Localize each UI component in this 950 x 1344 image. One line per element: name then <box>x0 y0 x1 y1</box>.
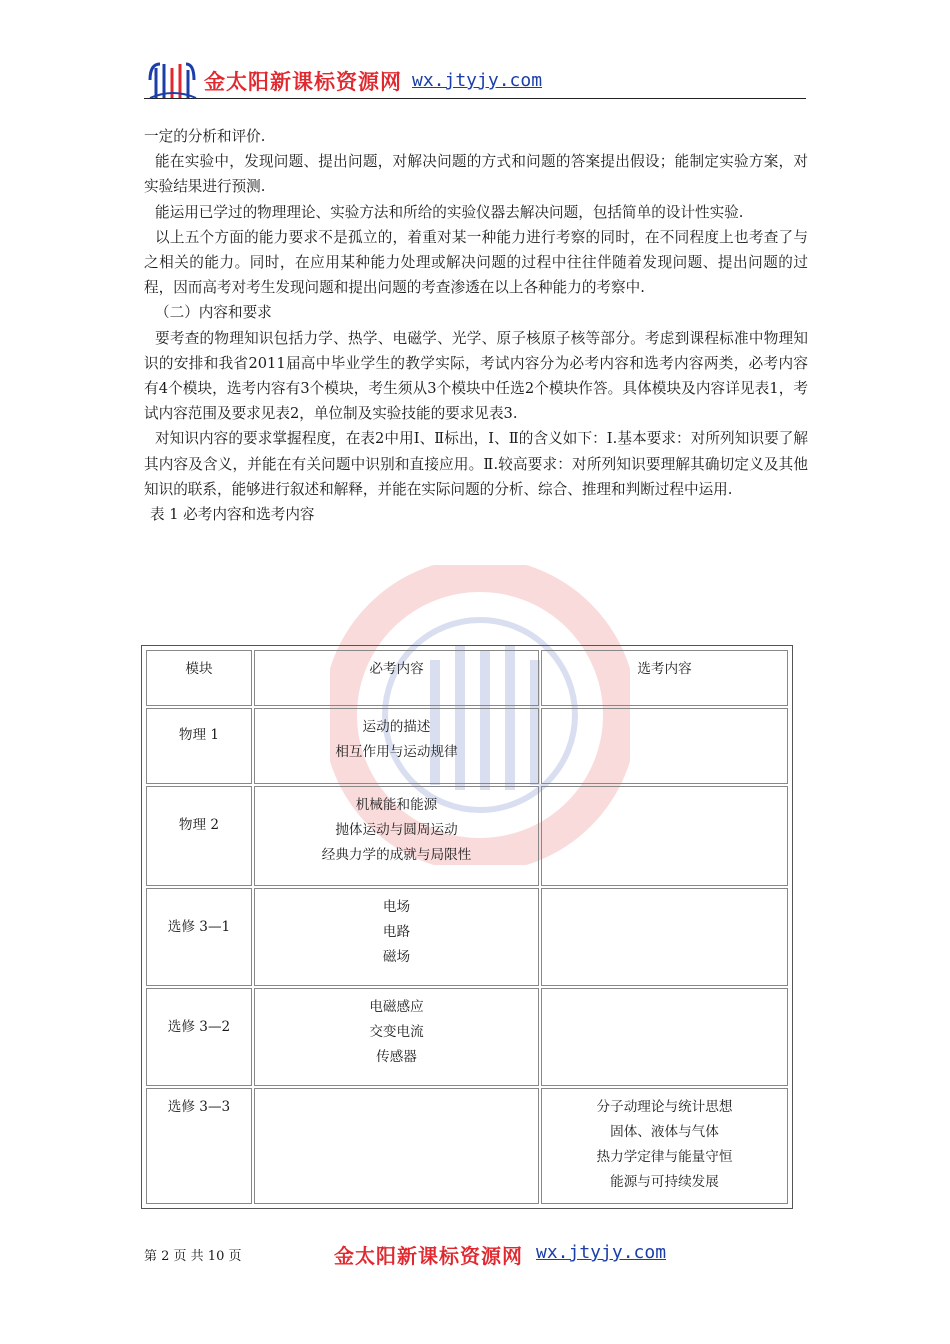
required-item: 电路 <box>382 924 411 940</box>
jty-logo-icon <box>146 58 200 102</box>
content-table <box>141 645 793 1209</box>
elective-cell <box>541 786 788 886</box>
footer-brand: 金太阳新课标资源网 <box>334 1244 523 1268</box>
table-row <box>146 888 788 986</box>
paragraph: 能运用已学过的物理理论、实验方法和所给的实验仪器去解决问题，包括简单的设计性实验. <box>155 203 744 221</box>
header-brand: 金太阳新课标资源网 <box>204 69 402 94</box>
module-cell <box>146 708 252 784</box>
table-header-cell: 必考内容 <box>254 650 539 706</box>
required-item: 抛体运动与圆周运动 <box>335 822 458 838</box>
module-cell <box>146 888 252 986</box>
table-header-cell: 模块 <box>146 650 252 706</box>
document-body <box>144 124 808 527</box>
elective-cell <box>541 708 788 784</box>
elective-cell <box>541 1088 788 1204</box>
required-cell <box>254 888 539 986</box>
table-row <box>146 988 788 1086</box>
required-cell <box>254 1088 539 1204</box>
table-row <box>146 1088 788 1204</box>
required-cell <box>254 708 539 784</box>
elective-cell <box>541 988 788 1086</box>
required-item: 电场 <box>382 899 411 915</box>
required-item: 电磁感应 <box>369 999 424 1015</box>
module-cell <box>146 988 252 1086</box>
elective-item: 分子动理论与统计思想 <box>596 1099 733 1115</box>
elective-cell <box>541 888 788 986</box>
section-heading: （二）内容和要求 <box>155 304 272 322</box>
header-url-link[interactable]: wx.jtyjy.com <box>412 70 543 91</box>
table-caption: 表 1 必考内容和选考内容 <box>150 506 315 524</box>
page-number: 第 2 页 共 10 页 <box>144 1249 242 1264</box>
paragraph: 以上五个方面的能力要求不是孤立的，着重对某一种能力进行考察的同时，在不同程度上也考查了与之相关的能力。同时，在应用某种能力处理或解决问题的过程中往往伴随着发现问题、提出问题的过程，因而高考对考生发现问题和提出问题的考查渗透在以上各种能力的考察中. <box>144 228 808 297</box>
table-header-row <box>146 650 788 706</box>
required-item: 运动的描述 <box>362 719 431 735</box>
elective-item: 固体、液体与气体 <box>610 1124 719 1140</box>
module-label: 选修 3—2 <box>167 1019 231 1035</box>
elective-item: 能源与可持续发展 <box>610 1174 719 1190</box>
page-footer <box>144 1240 806 1270</box>
required-item: 磁场 <box>382 949 411 965</box>
paragraph: 要考查的物理知识包括力学、热学、电磁学、光学、原子核原子核等部分。考虑到课程标准中物理知识的安排和我省2011届高中毕业学生的教学实际，考试内容分为必考内容和选考内容两类，必考内容有4个模块，选考内容有3个模块，考生须从3个模块中任选2个模块作答。具体模块及内容详见表1，考试内容范围及要求见表2，单位制及实验技能的要求见表3. <box>144 329 808 423</box>
required-cell <box>254 786 539 886</box>
page-header <box>144 58 806 99</box>
module-label: 选修 3—1 <box>167 919 231 935</box>
module-label: 选修 3—3 <box>167 1099 231 1115</box>
table-row <box>146 786 788 886</box>
table-header-cell: 选考内容 <box>541 650 788 706</box>
table-row <box>146 708 788 784</box>
required-item: 经典力学的成就与局限性 <box>321 847 472 863</box>
required-cell <box>254 988 539 1086</box>
footer-url-link[interactable]: wx.jtyjy.com <box>536 1242 667 1263</box>
module-cell <box>146 1088 252 1204</box>
elective-item: 热力学定律与能量守恒 <box>596 1149 733 1165</box>
paragraph: 能在实验中，发现问题、提出问题，对解决问题的方式和问题的答案提出假设；能制定实验方案，对实验结果进行预测. <box>144 153 808 196</box>
paragraph: 对知识内容的要求掌握程度，在表2中用Ⅰ、Ⅱ标出，Ⅰ、Ⅱ的含义如下：Ⅰ.基本要求：对所列知识要了解其内容及含义，并能在有关问题中识别和直接应用。Ⅱ.较高要求：对所列知识要理解其确切定义及其他知识的联系，能够进行叙述和解释，并能在实际问题的分析、综合、推理和判断过程中运用. <box>144 430 808 498</box>
required-item: 相互作用与运动规律 <box>335 744 458 760</box>
required-item: 传感器 <box>376 1049 417 1065</box>
module-label: 物理 1 <box>178 727 220 743</box>
module-label: 物理 2 <box>178 817 220 833</box>
paragraph: 一定的分析和评价. <box>144 128 266 145</box>
module-cell <box>146 786 252 886</box>
required-item: 机械能和能源 <box>355 797 438 813</box>
required-item: 交变电流 <box>369 1024 424 1040</box>
